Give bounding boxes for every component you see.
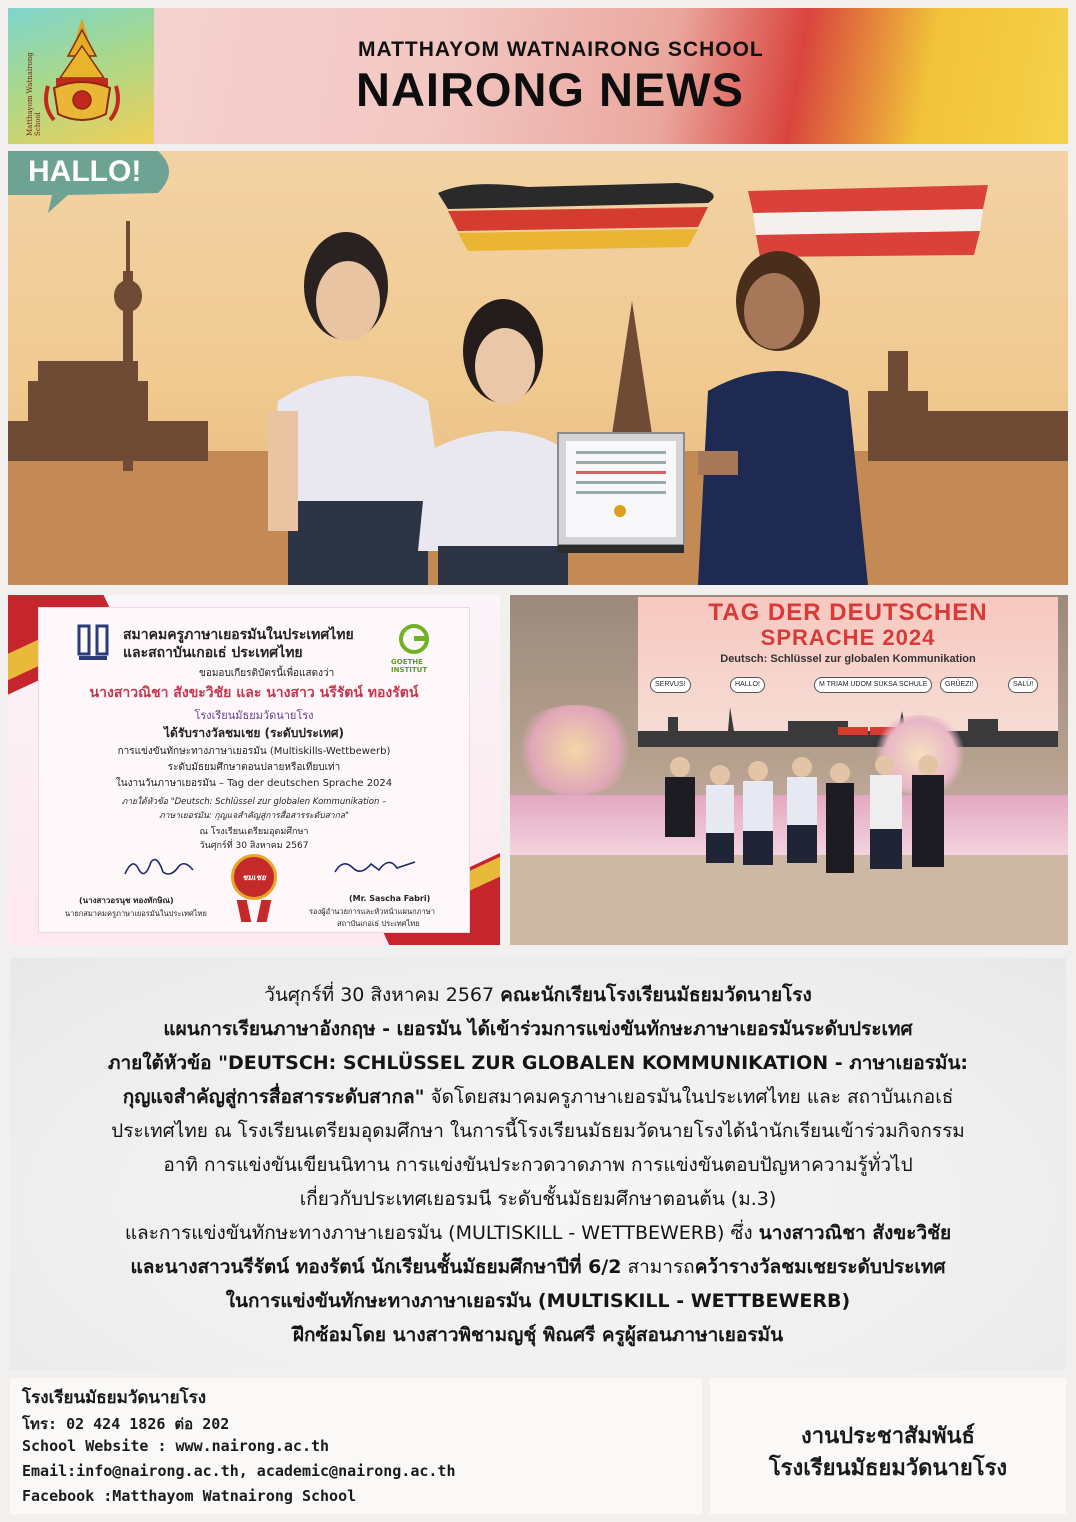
cert-school: โรงเรียนมัธยมวัดนายโรง — [194, 709, 314, 722]
cert-org-line1: สมาคมครูภาษาเยอรมันในประเทศไทย — [123, 627, 354, 643]
screen-bubble: GRÜEZI! — [940, 677, 978, 693]
students-group — [510, 745, 1068, 945]
student-middle — [418, 299, 580, 585]
pr-department: งานประชาสัมพันธ์ — [801, 1424, 975, 1449]
screen-bubble: SERVUS! — [650, 677, 691, 693]
signature-left — [119, 852, 199, 882]
sig-right-name: (Mr. Sascha Fabri) — [349, 894, 431, 903]
footer — [10, 1378, 1066, 1514]
cert-theme-line2: ภาษาเยอรมัน: กุญแจสำคัญสู่การสื่อสารระดับสากล" — [159, 811, 349, 821]
footer-facebook-link[interactable]: Facebook :Matthayom Watnairong School — [22, 1487, 357, 1505]
screen-bubble: HALLO! — [730, 677, 765, 693]
article-line-9: และนางสาวนรีรัตน์ ทองรัตน์ นักเรียนชั้นมัธยมศึกษาปีที่ 6/2 สามารถคว้ารางวัลชมเชยระดับประเทศ — [130, 1256, 946, 1278]
screen-bubble: SALÜ! — [1008, 677, 1038, 693]
article-line-8: และการแข่งขันทักษะทางภาษาเยอรมัน (MULTISKILL - WETTBEWERB) ซึ่ง นางสาวณิชา สังขะวิชัย — [124, 1222, 952, 1244]
crown-emblem-icon — [34, 16, 130, 136]
article-line-11: ฝึกซ้อมโดย นางสาวพิชามญชุ์ พิณศรี ครูผู้สอนภาษาเยอรมัน — [292, 1324, 784, 1346]
footer-school-name: โรงเรียนมัธยมวัดนายโรง — [22, 1388, 207, 1408]
screen-skyline — [638, 697, 1058, 747]
sig-left-name: (นางสาวอรนุช ทองทักษิณ) — [79, 896, 174, 905]
award-ceremony-photo — [8, 151, 1068, 585]
article-line-2: แผนการเรียนภาษาอังกฤษ - เยอรมัน ได้เข้าร่วมการแข่งขันทักษะภาษาเยอรมันระดับประเทศ — [163, 1018, 913, 1040]
cert-date: วันศุกร์ที่ 30 สิงหาคม 2567 — [199, 841, 309, 851]
footer-email-link[interactable]: Email:info@nairong.ac.th, academic@nairong.ac.th — [22, 1462, 456, 1480]
article-line-4: กุญแจสำคัญสู่การสื่อสารระดับสากล" จัดโดยสมาคมครูภาษาเยอรมันในประเทศไทย และ สถาบันเกอเธ่ — [122, 1086, 954, 1108]
article-line-6: อาทิ การแข่งขันเขียนนิทาน การแข่งขันประกวดวาดภาพ การแข่งขันตอบปัญหาความรู้ทั่วไป — [163, 1154, 913, 1176]
cert-contest: การแข่งขันทักษะทางภาษาเยอรมัน (Multiskills-Wettbewerb) — [117, 746, 391, 757]
pr-panel — [710, 1378, 1066, 1514]
screen-subtitle: Deutsch: Schlüssel zur globalen Kommunikation — [720, 653, 976, 665]
signature-right — [331, 852, 421, 882]
school-logo — [8, 8, 154, 144]
cert-event: ในงานวันภาษาเยอรมัน – Tag der deutschen Sprache 2024 — [115, 778, 393, 789]
contact-panel — [10, 1378, 702, 1514]
article-line-3: ภายใต้หัวข้อ "DEUTSCH: SCHLÜSSEL ZUR GLOBALEN KOMMUNIKATION - ภาษาเยอรมัน: — [107, 1052, 969, 1074]
cert-level: ระดับมัธยมศึกษาตอนปลายหรือเทียบเท่า — [167, 762, 341, 773]
student-left — [268, 232, 444, 585]
article-body — [10, 958, 1066, 1370]
screen-title-line2: SPRACHE 2024 — [760, 625, 936, 650]
ceremony-scene — [8, 151, 1068, 585]
sig-left-title: นายกสมาคมครูภาษาเยอรมันในประเทศไทย — [65, 909, 207, 918]
footer-website-link[interactable]: School Website : www.nairong.ac.th — [22, 1437, 330, 1455]
seal-text: ชมเชย — [242, 873, 266, 882]
cert-intro: ขอมอบเกียรติบัตรนี้เพื่อแสดงว่า — [199, 668, 335, 679]
footer-phone: โทร: 02 424 1826 ต่อ 202 — [22, 1415, 230, 1433]
pr-school: โรงเรียนมัธยมวัดนายโรง — [768, 1456, 1008, 1481]
presenter-right — [698, 251, 868, 585]
logo-caption: Matthayom Watnairong School — [26, 52, 42, 136]
screen-title-line1: TAG DER DEUTSCHEN — [708, 599, 988, 626]
school-name-english: MATTHAYOM WATNAIRONG SCHOOL — [358, 38, 764, 61]
event-screen — [638, 597, 1058, 747]
hallo-bubble-text: HALLO! — [28, 155, 142, 188]
award-seal — [231, 854, 277, 900]
goethe-institut-label: GOETHE INSTITUT — [391, 658, 428, 674]
certificate-body — [38, 607, 470, 933]
cert-recipients: นางสาวณิชา สังขะวิชัย และ นางสาว นรีรัตน์ ทองรัตน์ — [89, 685, 419, 701]
sig-right-title1: รองผู้อำนวยการและหัวหน้าแผนกภาษา — [309, 907, 435, 916]
cert-venue: ณ โรงเรียนเตรียมอุดมศึกษา — [199, 827, 309, 837]
screen-bubble: M TRIAM UDOM SUKSA SCHULE — [814, 677, 932, 693]
article-line-10: ในการแข่งขันทักษะทางภาษาเยอรมัน (MULTISKILL - WETTBEWERB) — [225, 1290, 851, 1312]
article-line-1: วันศุกร์ที่ 30 สิงหาคม 2567 คณะนักเรียนโรงเรียนมัธยมวัดนายโรง — [264, 984, 812, 1006]
cert-org-line2: และสถาบันเกอเธ่ ประเทศไทย — [123, 645, 303, 661]
newsletter-title: NAIRONG NEWS — [356, 63, 744, 116]
sig-right-title2: สถาบันเกอเธ่ ประเทศไทย — [337, 919, 420, 928]
goethe-logo-icon — [397, 622, 431, 656]
article-line-5: ประเทศไทย ณ โรงเรียนเตรียมอุดมศึกษา ในการนี้โรงเรียนมัธยมวัดนายโรงได้นำนักเรียนเข้าร่วมกิจกรรม — [111, 1120, 965, 1142]
header-banner — [8, 8, 1068, 144]
article-line-7: เกี่ยวกับประเทศเยอรมนี ระดับชั้นมัธยมศึกษาตอนต้น (ม.3) — [299, 1188, 777, 1210]
group-photo — [510, 595, 1068, 945]
cert-award: ได้รับรางวัลชมเชย (ระดับประเทศ) — [164, 726, 344, 740]
teacher-association-logo-icon — [75, 622, 111, 662]
cert-theme-line1: ภายใต้หัวข้อ "Deutsch: Schlüssel zur globalen Kommunikation – — [121, 797, 387, 807]
certificate-plaque — [558, 433, 684, 553]
certificate-image — [8, 595, 500, 945]
